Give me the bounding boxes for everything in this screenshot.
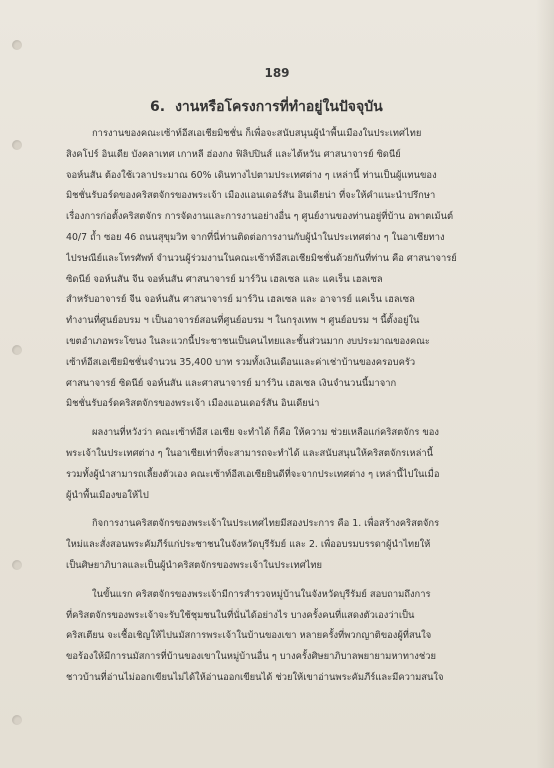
text-line: ไปรษณีย์และโทรศัพท์ จำนวนผู้ร่วมงานในคณะเซ้าท์อีสเอเชียมิชชั่นด้วยกันที่ท่าน คือ ศาสนาจารย์ <box>66 252 457 264</box>
text-line: กิจการงานคริสตจักรของพระเจ้าในประเทศไทยมีสองประการ คือ 1. เพื่อสร้างคริสตจักร <box>92 518 440 530</box>
text-line: ผลงานที่หวังว่า คณะเซ้าท์อีส เอเซีย จะทำได้ ก็คือ ให้ความ ช่วยเหลือแก่คริสตจักร ของ <box>92 427 439 439</box>
text-line: สิงคโปร์ อินเดีย บังคลาเทศ เกาหลี ฮ่องกง ฟิลิปปินส์ และไต้หวัน ศาสนาจารย์ ซิดนีย์ <box>66 148 401 160</box>
paragraph-3 <box>66 514 502 576</box>
paragraph-2 <box>66 423 502 506</box>
section-number: 6. <box>150 99 166 115</box>
text-line: พระเจ้าในประเทศต่าง ๆ ในอาเซียเท่าที่จะสามารถจะทำได้ และสนับสนุนให้คริสตจักรเหล่านี้ <box>66 447 434 459</box>
text-line: ชาวบ้านที่อ่านไม่ออกเขียนไม่ได้ให้อ่านออกเขียนได้ ช่วยให้เขาอ่านพระคัมภีร์และมีความสนใจ <box>66 671 444 683</box>
paragraph-gap <box>66 415 502 423</box>
section-heading <box>150 96 450 118</box>
text-line: การงานของคณะเซ้าท์อีสเอเชียมิชชั่น ก็เพื่อจะสนับสนุนผู้นำพื้นเมืองในประเทศไทย <box>92 128 422 139</box>
text-line: 40/7 ถ้ำ ซอย 46 ถนนสุขุมวิท จากที่นี่ท่านติดต่อการงานกับผู้นำในประเทศต่าง ๆ ในอาเซียทาง <box>66 231 445 243</box>
text-line: เขตอำเภอพระโขนง ในละแวกนี้ประชาชนเป็นคนไทยและชั้นส่วนมาก งบประมาณของคณะ <box>66 335 430 347</box>
paragraph-1 <box>66 124 502 415</box>
body-text <box>66 124 502 689</box>
text-line: เซ้าท์อีสเอเซียมิชชั่นจำนวน 35,400 บาท รวมทั้งเงินเดือนและค่าเช่าบ้านของครอบครัว <box>66 356 416 368</box>
punch-hole <box>12 715 22 725</box>
text-line: เป็นศิษยาภิบาลและเป็นผู้นำคริสตจักรของพระเจ้าในประเทศไทย <box>66 559 323 571</box>
text-line: ซิดนีย์ จอห์นสัน จีน จอห์นสัน ศาสนาจารย์ มาร์วิน เฮลเซล และ แคเร็น เฮลเซล <box>66 273 383 285</box>
text-line: ในขั้นแรก คริสตจักรของพระเจ้ามีการสำรวจหมู่บ้านในจังหวัดบุรีรัมย์ สอบถามถึงการ <box>92 588 431 600</box>
page-number: 189 <box>264 66 290 80</box>
punch-hole <box>12 40 22 50</box>
page-edge-shadow <box>536 0 554 768</box>
text-line: มิชชั่นรับอร์ดคริสตจักรของพระเจ้า เมืองแอนเดอร์สัน อินเดียน่า <box>66 398 320 410</box>
text-line: ผู้นำพื้นเมืองขอให้ไป <box>66 489 149 501</box>
text-line: รวมทั้งผู้นำสามารถเลี้ยงตัวเอง คณะเซ้าท์อีสเอเซียยินดีที่จะจากประเทศต่าง ๆ เหล่านี้ไปในเมื่อ <box>66 468 440 480</box>
text-line: ใหม่และสั่งสอนพระคัมภีร์แก่ประชาชนในจังหวัดบุรีรัมย์ และ 2. เพื่ออบรมบรรดาผู้นำไทยให้ <box>66 539 431 551</box>
punch-hole <box>12 345 22 355</box>
text-line: ทำงานที่ศูนย์อบรม ฯ เป็นอาจารย์สอนที่ศูนย์อบรม ฯ ในกรุงเทพ ฯ ศูนย์อบรม ฯ นี้ตั้งอยู่ใน <box>66 315 420 327</box>
text-line: จอห์นสัน ต้องใช้เวลาประมาณ 60% เดินทางไปตามประเทศต่าง ๆ เหล่านี้ ท่านเป็นผู้แทนของ <box>66 169 437 181</box>
section-title: งานหรือโครงการที่ทำอยู่ในปัจจุบัน <box>175 99 383 115</box>
text-line: เรื่องการก่อตั้งคริสตจักร การจัดงานและการงานอย่างอื่น ๆ ศูนย์งานของท่านอยู่ที่บ้าน อพาตเม้นต์ <box>66 211 454 223</box>
punch-hole <box>12 560 22 570</box>
paragraph-gap <box>66 506 502 514</box>
text-line: ศาสนาจารย์ ซิดนีย์ จอห์นสัน และศาสนาจารย์ มาร์วิน เฮลเซล เงินจำนวนนี้มาจาก <box>66 377 397 389</box>
text-line: คริสเตียน จะเชื้อเชิญให้ไปนมัสการพระเจ้าในบ้านของเขา หลายครั้งที่พวกญาติของผู้ที่สนใจ <box>66 630 432 642</box>
paragraph-4 <box>66 585 502 689</box>
text-line: สำหรับอาจารย์ จีน จอห์นสัน ศาสนาจารย์ มาร์วิน เฮลเซล และ อาจารย์ แคเร็น เฮลเซล <box>66 294 415 306</box>
text-line: ขอร้องให้มีการนมัสการที่บ้านของเขาในหมู่บ้านอื่น ๆ บางครั้งศิษยาภิบาลพยายามหาทางช่วย <box>66 651 436 663</box>
text-line: มิชชั่นรับอร์ดของคริสตจักรของพระเจ้า เมืองแอนเดอร์สัน อินเดียน่า ที่จะให้คำแนะนำปรึกษา <box>66 190 436 202</box>
punch-hole <box>12 140 22 150</box>
text-line: ที่คริสตจักรของพระเจ้าจะรับใช้ชุมชนในที่นั่นได้อย่างไร บางครั้งคนที่แสดงตัวเองว่าเป็น <box>66 609 415 621</box>
paragraph-gap <box>66 577 502 585</box>
